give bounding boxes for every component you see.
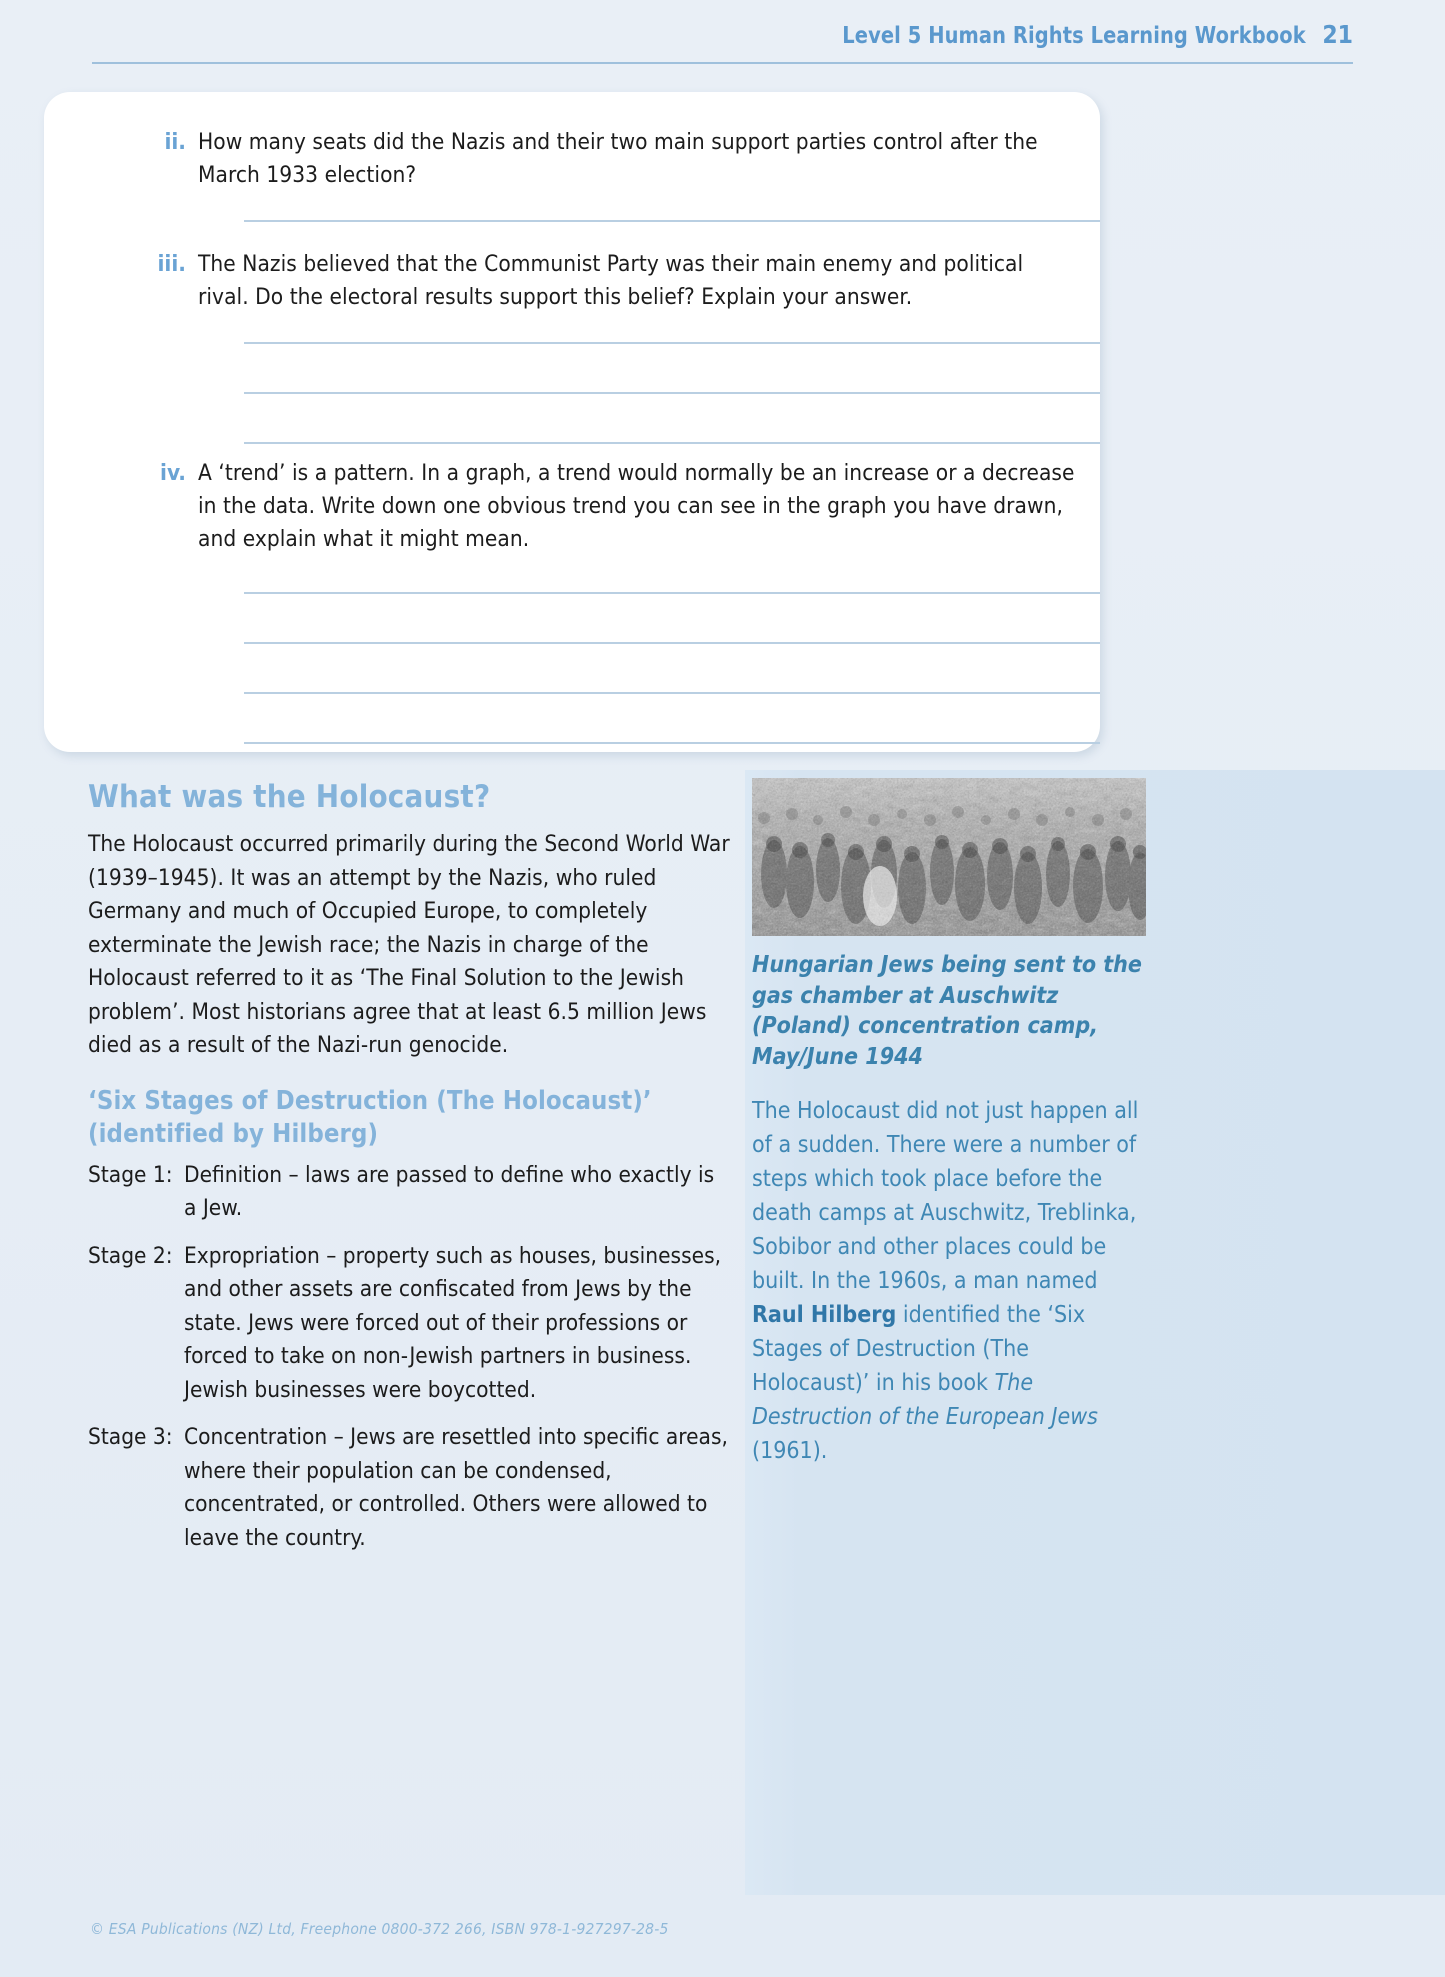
stage-label: Stage 1: (88, 1161, 173, 1188)
sidebar-note-part3: (1961). (752, 1438, 828, 1464)
sidebar-note (752, 1094, 1147, 1468)
stage-text: Expropriation – property such as houses, businesses, and other assets are confiscated from Jews by the state. Jews were forced out of their professions or forced to take on non-Jewish partners in business. Jewish businesses were boycotted. (184, 1242, 722, 1403)
sidebar-note-bold-name: Raul Hilberg (752, 1302, 897, 1328)
section-subheading (88, 1085, 733, 1151)
answer-lines-iv[interactable] (244, 592, 1100, 744)
stage-item (88, 1159, 733, 1226)
stage-item (88, 1421, 733, 1555)
section-intro-paragraph: The Holocaust occurred primarily during the Second World War (1939–1945). It was an attempt by the Nazis, who ruled Germany and much of Occupied Europe, to completely exterminate the Jewish race; the Nazis in charge of the Holocaust referred to it as ‘The Final Solution to the Jewish problem’. Most historians agree that at least 6.5 million Jews died as a result of the Nazi-run genocide. (88, 831, 730, 1058)
footer-copyright: © ESA Publications (NZ) Ltd, Freephone 0800-372 266, ISBN 978-1-927297-28-5 (90, 1920, 669, 1938)
question-text-iv: A ‘trend’ is a pattern. In a graph, a trend would normally be an increase or a decrease in the data. Write down one obvious trend you can see in the graph you have drawn, and explain what it might mean. (198, 460, 1075, 552)
sidebar-note-part1: The Holocaust did not just happen all of a sudden. There were a number of steps which took place before the death camps at Auschwitz, Treblinka, Sobibor and other places could be built. In the 1960s, a man named (752, 1098, 1139, 1294)
question-card (44, 92, 1100, 752)
running-head-rule (92, 62, 1353, 64)
holocaust-photograph (752, 778, 1146, 936)
question-text-ii: How many seats did the Nazis and their two main support parties control after the March 1933 election? (198, 129, 1038, 188)
answer-line[interactable] (244, 392, 1100, 394)
photo-caption: Hungarian Jews being sent to the gas chamber at Auschwitz (Poland) concentration camp, May/June 1944 (752, 952, 1142, 1070)
sidebar-note-part2: identified the ‘Six Stages of Destruction (The Holocaust)’ in his book (752, 1302, 1086, 1396)
answer-line[interactable] (244, 220, 1100, 222)
stage-label: Stage 3: (88, 1424, 173, 1450)
answer-lines-iii[interactable] (244, 342, 1100, 444)
question-number-iii: iii. (157, 251, 186, 277)
question-number-iv: iv. (160, 460, 186, 486)
subheading-line-2: (identified by Hilberg) (88, 1118, 379, 1149)
stage-item (88, 1240, 733, 1408)
answer-line[interactable] (244, 642, 1100, 644)
question-item-ii (156, 126, 1078, 192)
lower-content (0, 770, 1445, 1977)
stage-text: Concentration – Jews are resettled into specific areas, where their population can be condensed, concentrated, or controlled. Others were allowed to leave the country. (184, 1424, 728, 1551)
sidebar-note-book-title: The Destruction of the European Jews (752, 1370, 1098, 1430)
stage-text: Definition – laws are passed to define who exactly is a Jew. (184, 1161, 715, 1221)
left-column (88, 778, 733, 1555)
question-item-iii (156, 248, 1078, 314)
answer-line[interactable] (244, 342, 1100, 344)
section-heading: What was the Holocaust? (88, 779, 491, 815)
stage-label: Stage 2: (88, 1242, 173, 1269)
question-item-iv (156, 457, 1078, 556)
answer-line[interactable] (244, 742, 1100, 744)
question-number-ii: ii. (164, 129, 186, 155)
running-head (0, 20, 1445, 72)
subheading-line-1: ‘Six Stages of Destruction (The Holocaust)’ (88, 1085, 652, 1116)
answer-line[interactable] (244, 692, 1100, 694)
right-column (752, 778, 1147, 1468)
photo-graphic (752, 778, 1146, 936)
question-text-iii: The Nazis believed that the Communist Party was their main enemy and political rival. Do the electoral results support this belief? Explain your answer. (198, 251, 1024, 310)
answer-lines-ii[interactable] (244, 220, 1100, 222)
answer-line[interactable] (244, 592, 1100, 594)
running-head-title: Level 5 Human Rights Learning Workbook (841, 21, 1306, 49)
page-number: 21 (1322, 20, 1353, 49)
answer-line[interactable] (244, 442, 1100, 444)
